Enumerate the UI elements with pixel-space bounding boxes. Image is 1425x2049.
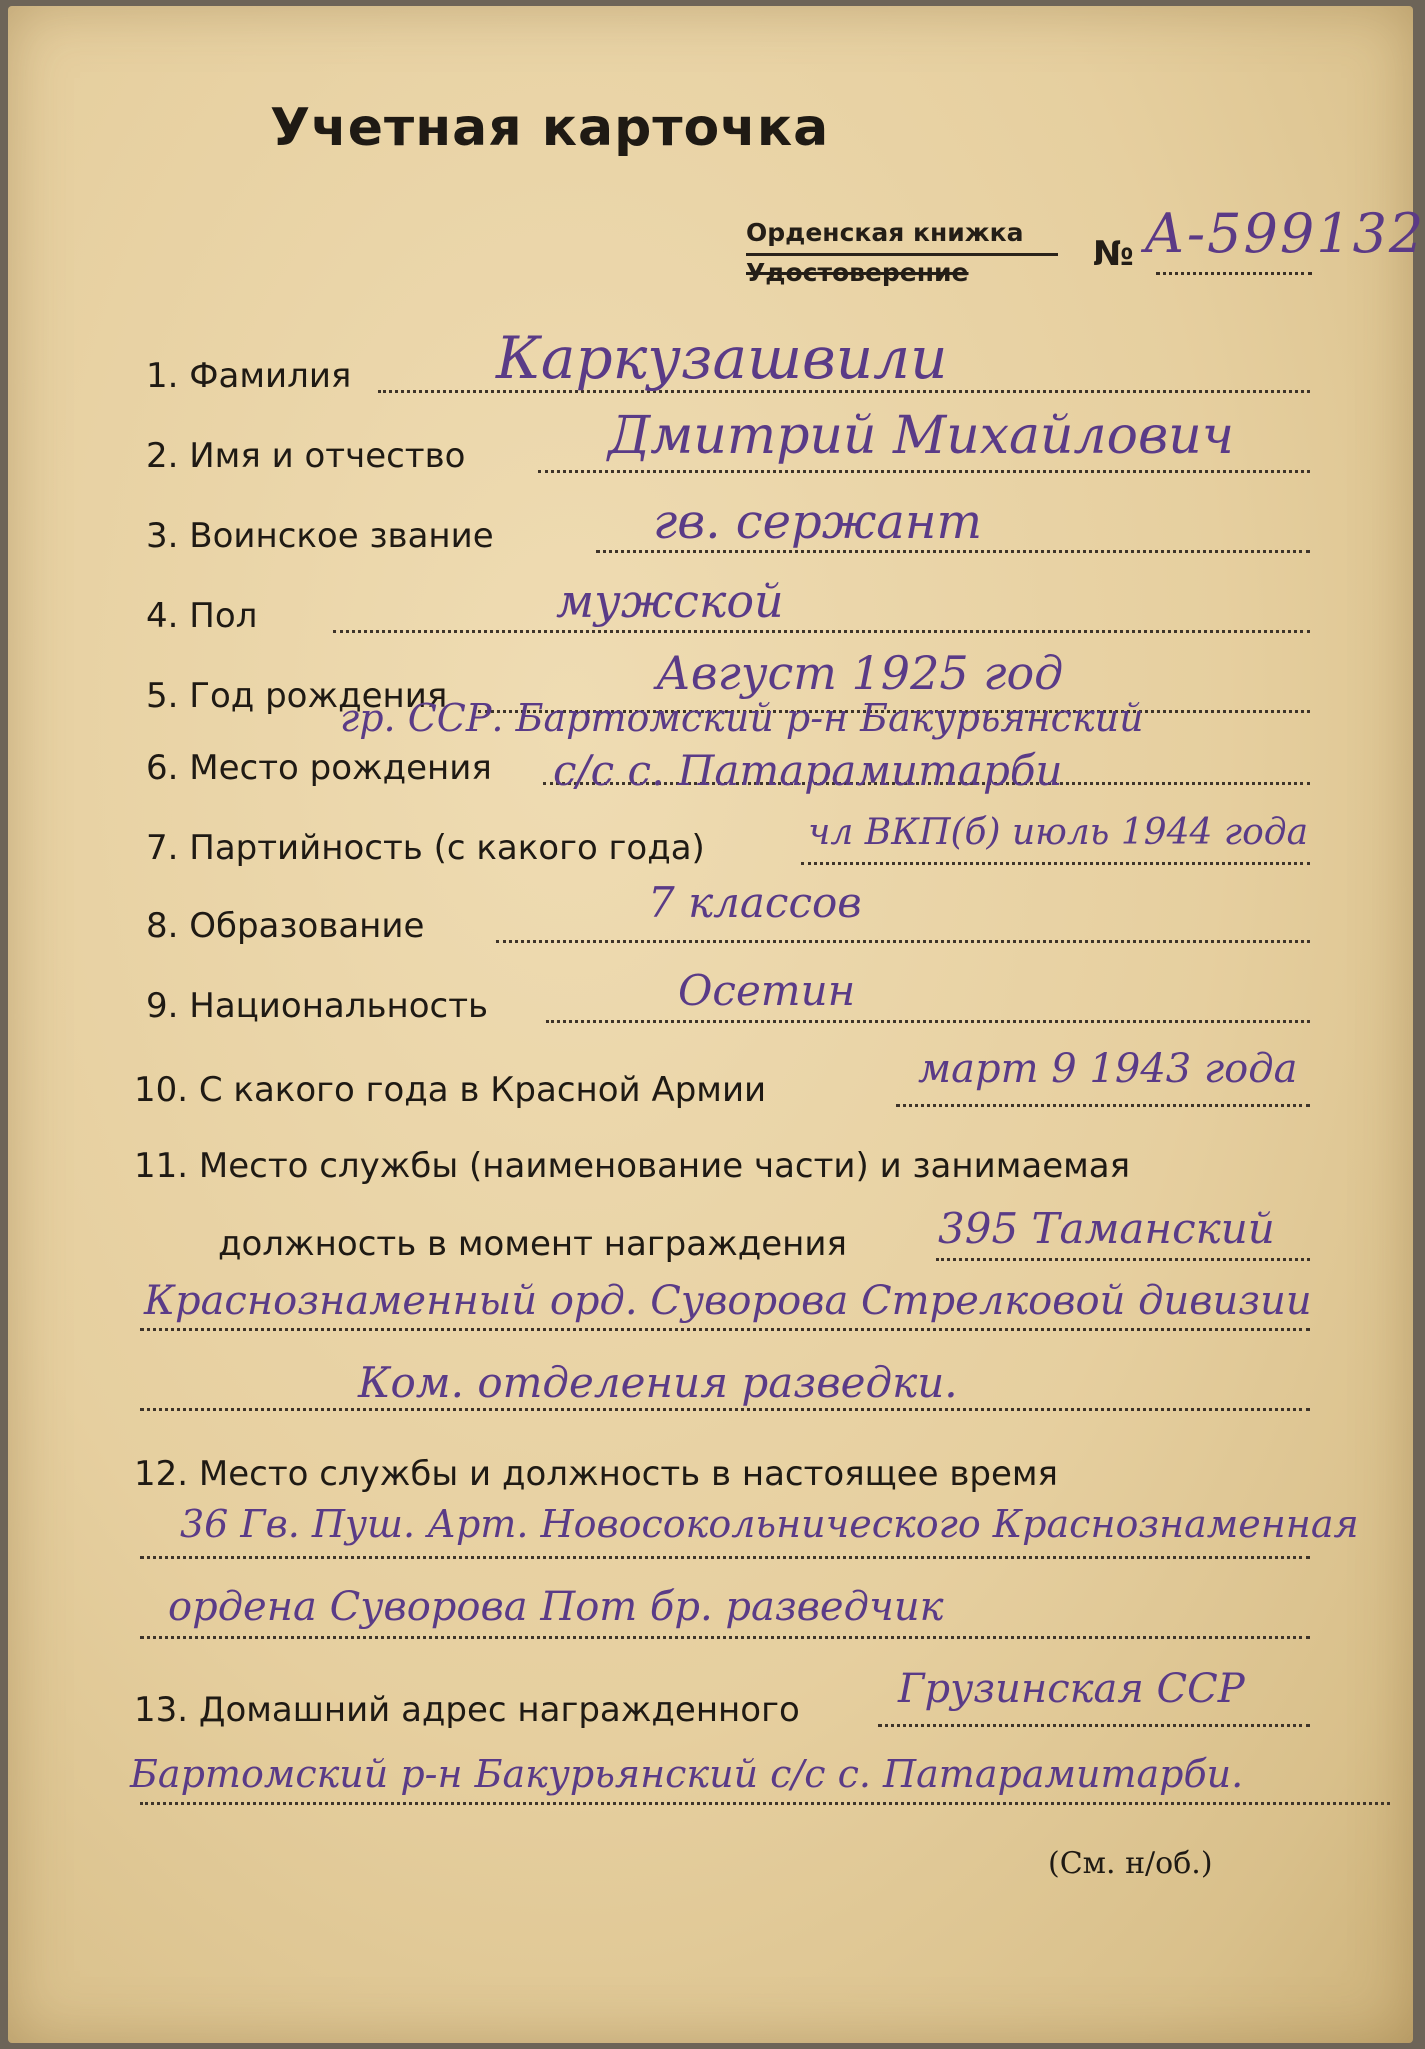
- field-sex-value: мужской: [556, 574, 784, 628]
- field-party-label: 7. Партийность (с какого года): [146, 828, 705, 868]
- field-service-value-line3: Ком. отделения разведки.: [358, 1358, 958, 1407]
- field-army-since-line: [896, 1104, 1310, 1107]
- field-surname-value: Каркузашвили: [496, 324, 948, 392]
- record-card: [8, 6, 1425, 2043]
- field-rank-line: [596, 550, 1310, 553]
- field-service-label-line2: должность в момент награждения: [218, 1224, 847, 1264]
- field-name-line: [538, 470, 1310, 473]
- field-party-line: [801, 862, 1310, 865]
- field-birthplace-label: 6. Место рождения: [146, 748, 492, 788]
- field-current-service-line2: [140, 1636, 1310, 1639]
- see-reverse-note: (См. н/об.): [1048, 1846, 1213, 1881]
- field-current-service-value-line2: ордена Суворова Пот бр. разведчик: [168, 1584, 944, 1630]
- number-sign: №: [1093, 234, 1134, 274]
- field-service-line3: [140, 1408, 1310, 1411]
- field-education-line: [496, 940, 1310, 943]
- field-birthplace-value-line2: с/с с. Патарамитарби: [553, 746, 1063, 795]
- field-army-since-value: март 9 1943 года: [918, 1046, 1298, 1092]
- field-name-label: 2. Имя и отчество: [146, 436, 466, 476]
- field-birthplace-value-line1: гр. ССР. Бартомский р-н Бакурьянский: [340, 696, 1144, 740]
- booklet-label: Орденская книжка: [746, 218, 1058, 256]
- booklet-number: А-599132: [1144, 202, 1425, 265]
- card-title: Учетная карточка: [270, 98, 830, 158]
- field-birth-year-value: Август 1925 год: [656, 646, 1064, 700]
- field-sex-label: 4. Пол: [146, 596, 258, 636]
- field-party-value: чл ВКП(б) июль 1944 года: [808, 812, 1309, 853]
- field-nationality-label: 9. Национальность: [146, 986, 489, 1026]
- certificate-label-struck: Удостоверение: [746, 258, 969, 287]
- field-service-value-line2: Краснознаменный орд. Суворова Стрелковой дивизии: [144, 1278, 1312, 1324]
- field-current-service-label: 12. Место службы и должность в настоящее время: [134, 1454, 1058, 1494]
- field-nationality-value: Осетин: [678, 966, 856, 1015]
- field-sex-line: [333, 630, 1310, 633]
- field-service-value-line1: 395 Таманский: [938, 1204, 1275, 1253]
- field-home-address-value-line2: Бартомский р-н Бакурьянский с/с с. Патарамитарби.: [130, 1752, 1244, 1796]
- field-home-address-line1: [878, 1724, 1310, 1727]
- field-nationality-line: [546, 1020, 1310, 1023]
- field-current-service-line1: [140, 1556, 1310, 1559]
- field-service-line2: [140, 1328, 1310, 1331]
- field-birth-year-label: 5. Год рождения: [146, 676, 448, 716]
- field-service-label-line1: 11. Место службы (наименование части) и занимаемая: [134, 1146, 1131, 1186]
- field-army-since-label: 10. С какого года в Красной Армии: [134, 1070, 767, 1110]
- field-rank-value: гв. сержант: [653, 494, 983, 550]
- number-line: [1156, 272, 1312, 275]
- field-name-value: Дмитрий Михайлович: [608, 406, 1235, 466]
- field-home-address-label: 13. Домашний адрес награжденного: [134, 1690, 800, 1730]
- field-home-address-value-line1: Грузинская ССР: [898, 1666, 1245, 1712]
- field-education-label: 8. Образование: [146, 906, 425, 946]
- field-rank-label: 3. Воинское звание: [146, 516, 494, 556]
- field-surname-label: 1. Фамилия: [146, 356, 352, 396]
- document-type: [746, 218, 1058, 287]
- field-current-service-value-line1: 36 Гв. Пуш. Арт. Новосокольнического Краснознаменная: [180, 1502, 1359, 1546]
- field-home-address-line2: [140, 1802, 1390, 1805]
- field-education-value: 7 классов: [648, 878, 862, 927]
- field-service-line1: [936, 1258, 1310, 1261]
